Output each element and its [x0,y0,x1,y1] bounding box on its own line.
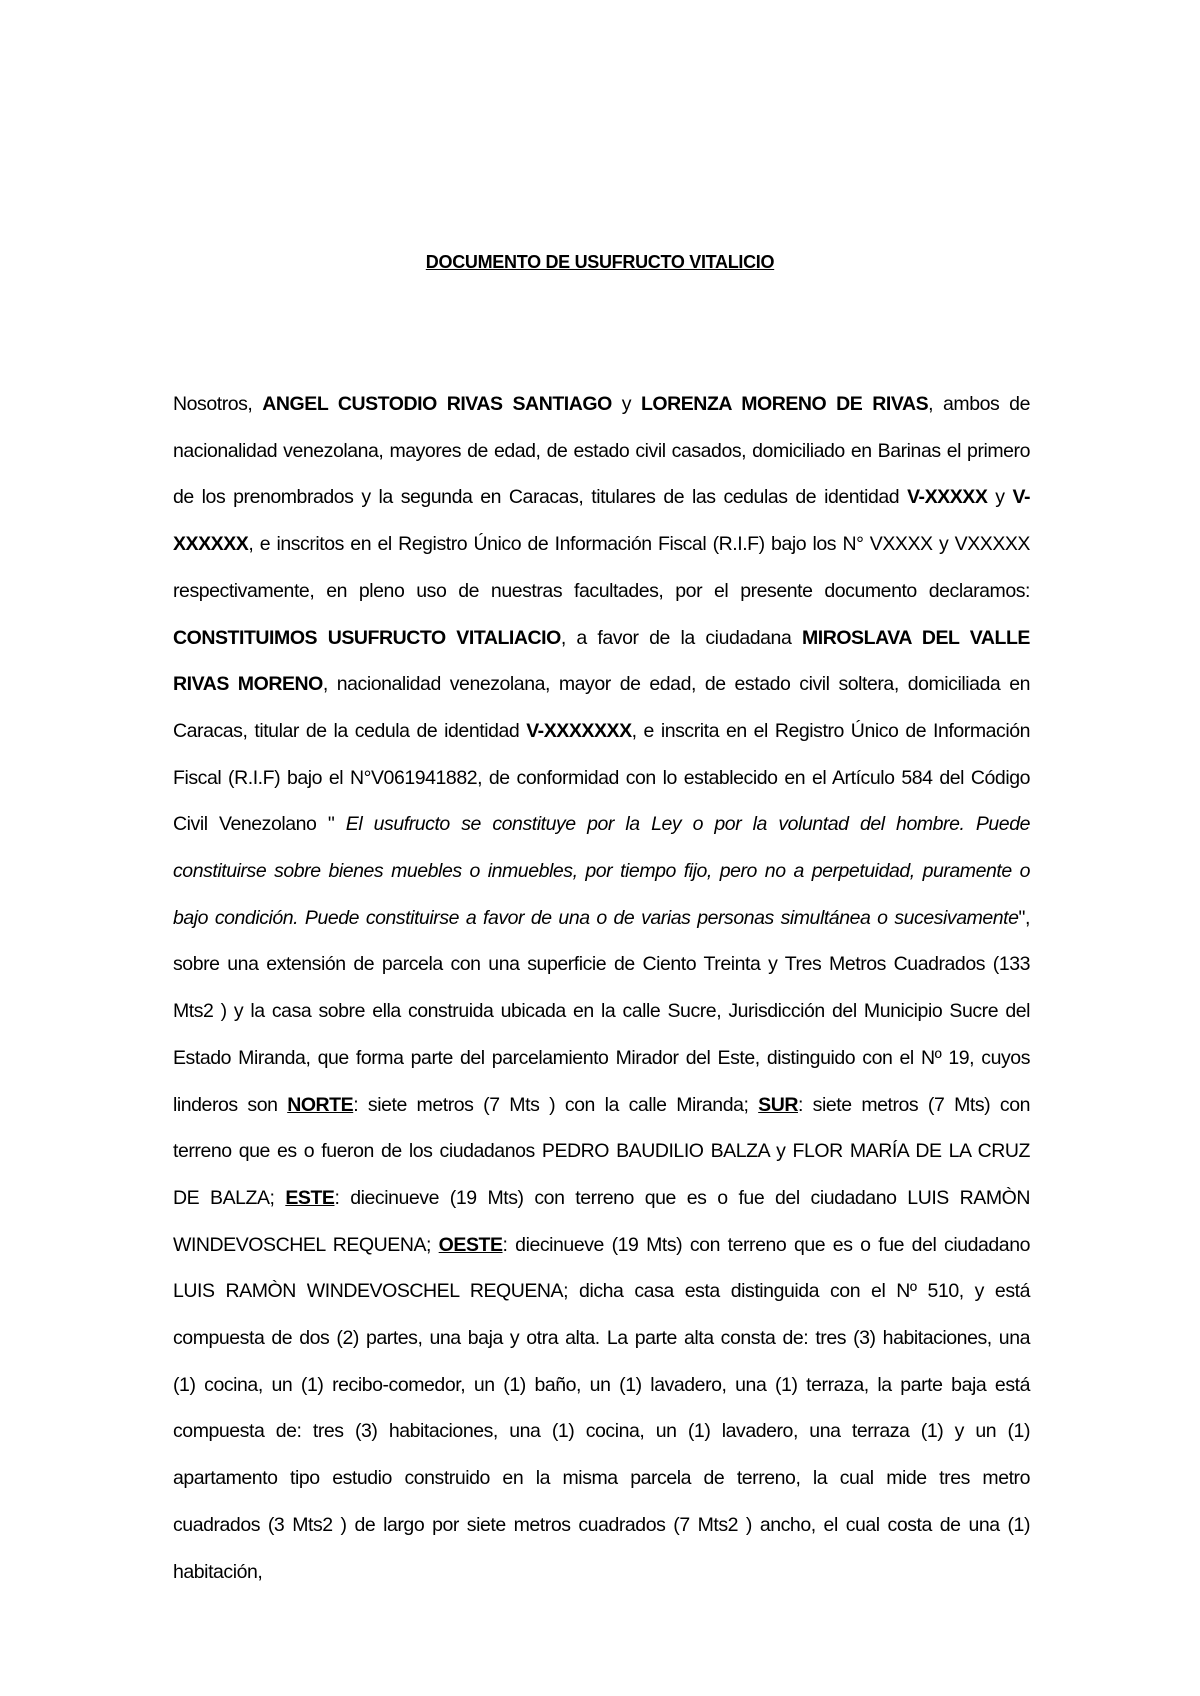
grantor-name-2: LORENZA MORENO DE RIVAS [640,393,929,415]
text-run: : siete metros (7 Mts) con terreno que es o fueron de los ciudadanos PEDRO BAUDILIO BALZA y FLOR MARÍA DE LA CRUZ DE BALZA; [173,1093,1030,1209]
declaration-heading: CONSTITUIMOS USUFRUCTO VITALIACIO [173,626,561,649]
text-run: , e inscrita en el Registro Único de Información Fiscal (R.I.F) bajo el N°V061941882, de conformidad con lo establecido en el Artículo 584 del Código Civil Venezolano " [173,719,1030,836]
document-body [173,381,1030,1595]
text-run: ", sobre una extensión de parcela con una superficie de Ciento Treinta y Tres Metros Cuadrados (133 Mts2 ) y la casa sobre ella construida ubicada en la calle Sucre, Jurisdicción del Municipio Sucre del Estado Miranda, que forma parte del parcelamiento Mirador del Este, distinguido con el Nº 19, cuyos linderos son [173,906,1030,1116]
text-run: , nacionalidad venezolana, mayor de edad, de estado civil soltera, domiciliada en Caracas, titular de la cedula de identidad [173,673,1030,742]
boundary-oeste: OESTE [438,1233,503,1256]
boundary-sur: SUR [758,1093,798,1116]
text-run: , e inscritos en el Registro Único de Información Fiscal (R.I.F) bajo los N° VXXXX y VXXXXX respectivamente, en pleno uso de nuestras facultades, por el presente documento declaramos: [173,533,1030,602]
text-run: y [611,393,641,415]
text-run: y [987,486,1013,509]
id-number-1: V-XXXXX [907,486,988,509]
grantor-name-1: ANGEL CUSTODIO RIVAS SANTIAGO [262,393,612,415]
text-run: , ambos de nacionalidad venezolana, mayores de edad, de estado civil casados, domiciliado en Barinas el primero de los prenombrados y la segunda en Caracas, titulares de las cedulas de identidad [173,393,1030,509]
text-run: : siete metros (7 Mts ) con la calle Miranda; [353,1093,759,1116]
boundary-este: ESTE [285,1186,335,1209]
beneficiary-name: MIROSLAVA DEL VALLE RIVAS MORENO [173,626,1030,696]
id-number-2: V-XXXXXX [173,486,1030,556]
body-paragraph [173,381,1030,1595]
text-run: : diecinueve (19 Mts) con terreno que es o fue del ciudadano LUIS RAMÒN WINDEVOSCHEL REQUENA; [173,1186,1031,1256]
legal-quote: El usufructo se constituye por la Ley o por la voluntad del hombre. Puede constituirse sobre bienes muebles o inmuebles, por tiempo fijo, pero no a perpetuidad, puramente o bajo condición. Puede constituirse a favor de una o de varias personas simultánea o sucesivamente [173,813,1030,929]
document-title: DOCUMENTO DE USUFRUCTO VITALICIO [425,252,775,272]
text-run: Nosotros, [173,393,263,415]
boundary-norte: NORTE [287,1093,354,1116]
text-run: : diecinueve (19 Mts) con terreno que es o fue del ciudadano LUIS RAMÒN WINDEVOSCHEL REQUENA; dicha casa esta distinguida con el Nº 510, y está compuesta de dos (2) partes, una baja y otra alta. La parte alta consta de: tres (3) habitaciones, una (1) cocina, un (1) recibo-comedor, un (1) baño, un (1) lavadero, una (1) terraza, la parte baja está compuesta de: tres (3) habitaciones, una (1) cocina, un (1) lavadero, una terraza (1) y un (1) apartamento tipo estudio construido en la misma parcela de terreno, la cual mide tres metro cuadrados (3 Mts2 ) de largo por siete metros cuadrados (7 Mts2 ) ancho, el cual costa de una (1) habitación, [173,1233,1030,1583]
id-number-3: V-XXXXXXX [526,719,632,742]
text-run: , a favor de la ciudadana [560,626,802,649]
